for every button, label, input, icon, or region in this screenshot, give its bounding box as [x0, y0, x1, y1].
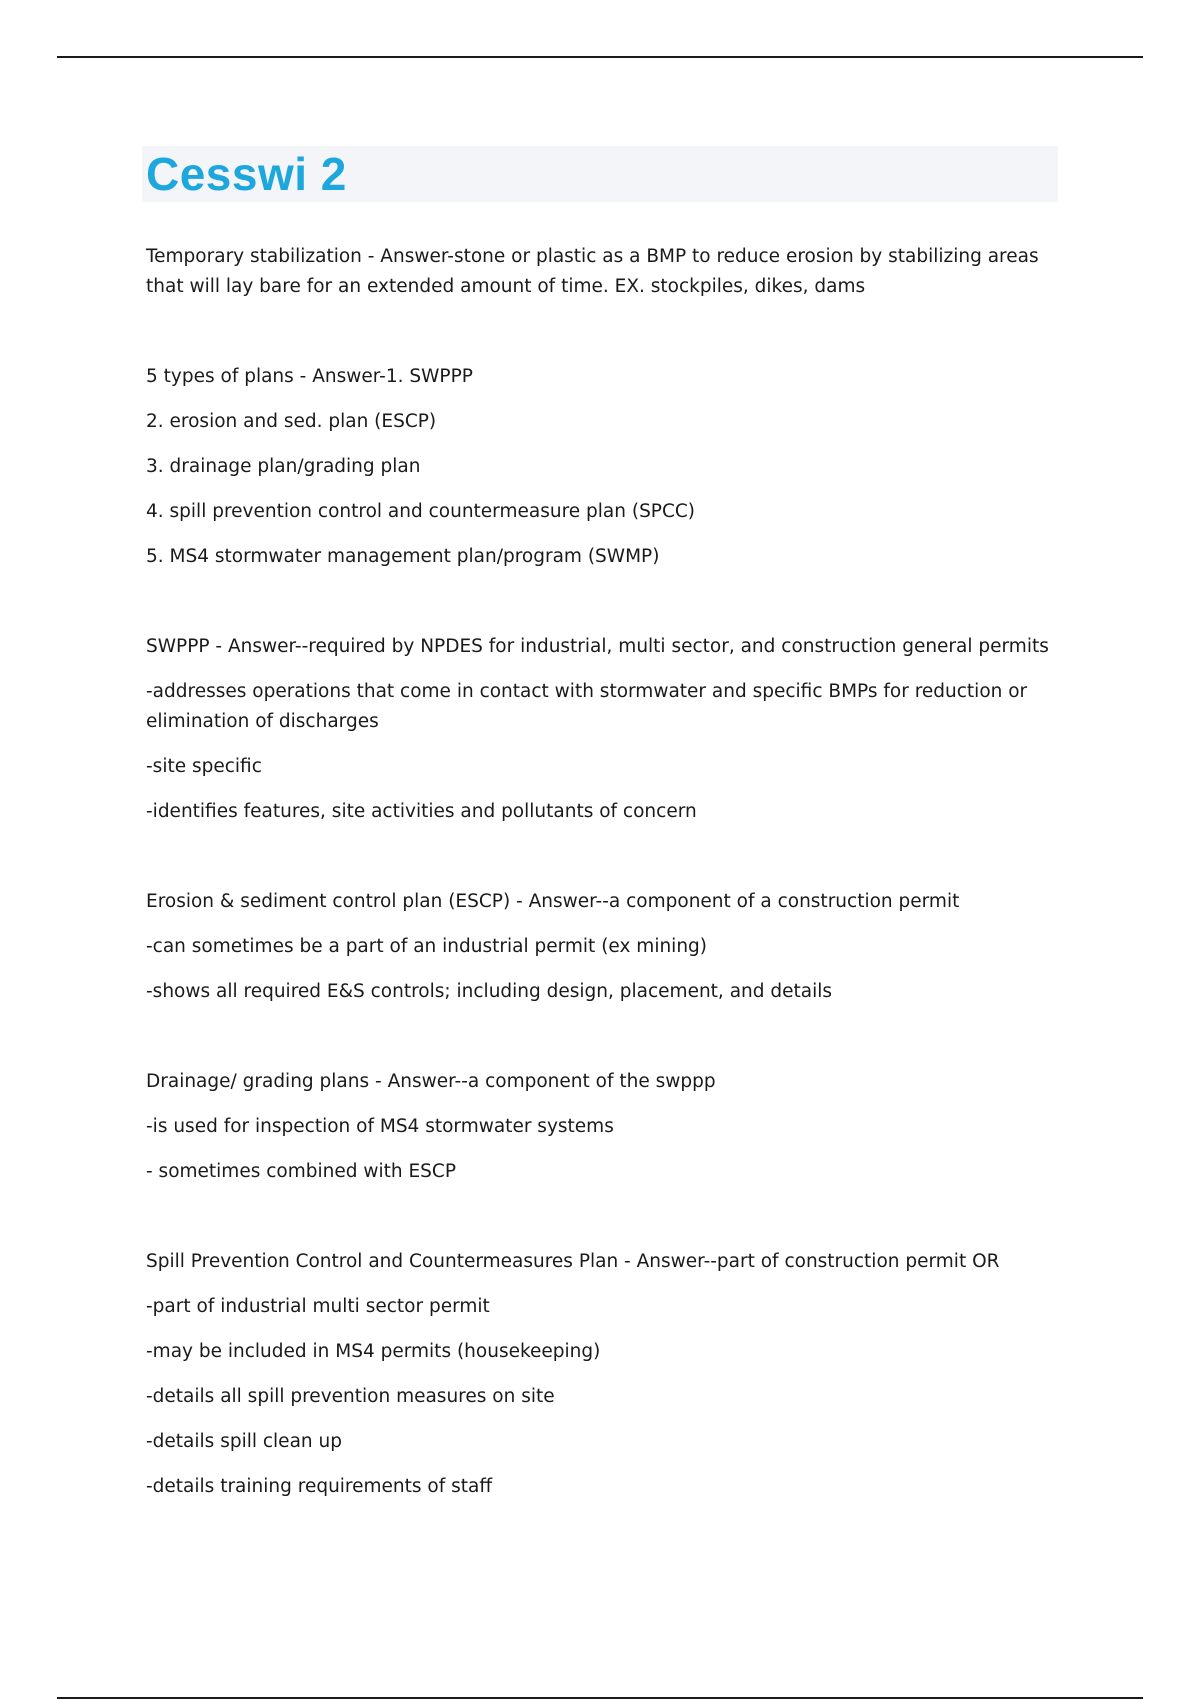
qa-entry-escp	[146, 887, 1066, 1007]
entry-text: Temporary stabilization - Answer-stone or plastic as a BMP to reduce erosion by stabilizing areas that will lay bare for an extended amount of time. EX. stockpiles, dikes, dams	[146, 246, 1039, 297]
footer-rule	[57, 1697, 1143, 1699]
entry-text: Spill Prevention Control and Countermeasures Plan - Answer--part of construction permit OR	[146, 1251, 1000, 1272]
entry-text: -can sometimes be a part of an industrial permit (ex mining)	[146, 936, 708, 957]
entry-text: - sometimes combined with ESCP	[146, 1161, 456, 1182]
qa-entry-types-of-plans	[146, 362, 1066, 572]
entry-text: 2. erosion and sed. plan (ESCP)	[146, 411, 437, 432]
document-body	[146, 242, 1066, 1562]
entry-text: SWPPP - Answer--required by NPDES for industrial, multi sector, and construction general permits	[146, 636, 1049, 657]
qa-entry-swppp	[146, 632, 1066, 827]
entry-text: -part of industrial multi sector permit	[146, 1296, 490, 1317]
entry-text: -may be included in MS4 permits (housekeeping)	[146, 1341, 601, 1362]
entry-text: -details spill clean up	[146, 1431, 342, 1452]
entry-text: 4. spill prevention control and countermeasure plan (SPCC)	[146, 501, 696, 522]
entry-text: -details all spill prevention measures on site	[146, 1386, 555, 1407]
entry-text: -identifies features, site activities and pollutants of concern	[146, 801, 697, 822]
entry-text: -is used for inspection of MS4 stormwater systems	[146, 1116, 614, 1137]
qa-entry-spcc	[146, 1247, 1066, 1502]
qa-entry-drainage-grading	[146, 1067, 1066, 1187]
entry-text: Drainage/ grading plans - Answer--a component of the swppp	[146, 1071, 716, 1092]
qa-entry-temporary-stabilization	[146, 242, 1066, 302]
entry-text: 5. MS4 stormwater management plan/program (SWMP)	[146, 546, 660, 567]
entry-text: -shows all required E&S controls; including design, placement, and details	[146, 981, 833, 1002]
entry-text: 3. drainage plan/grading plan	[146, 456, 421, 477]
entry-text: -site specific	[146, 756, 262, 777]
entry-text: -addresses operations that come in contact with stormwater and specific BMPs for reduction or elimination of discharges	[146, 681, 1028, 732]
entry-text: 5 types of plans - Answer-1. SWPPP	[146, 366, 473, 387]
entry-text: -details training requirements of staff	[146, 1476, 493, 1497]
entry-text: Erosion & sediment control plan (ESCP) - Answer--a component of a construction permit	[146, 891, 960, 912]
page-title: Cesswi 2	[146, 148, 347, 200]
header-rule	[57, 56, 1143, 58]
